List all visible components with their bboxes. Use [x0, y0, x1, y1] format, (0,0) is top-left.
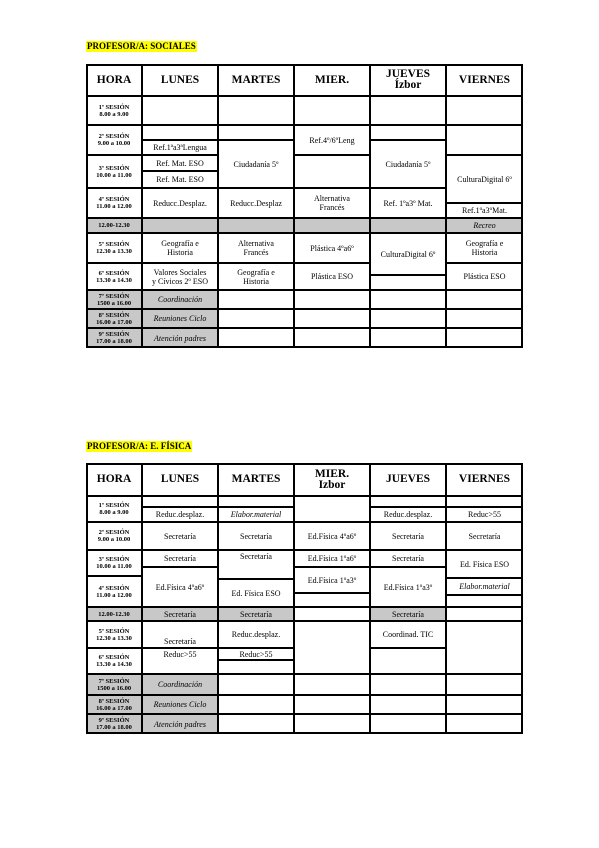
schedule-cell	[294, 714, 370, 734]
session-label: 9ª SESIÓN 17.00 a 18.00	[86, 714, 142, 734]
schedule-cell: Plástica ESO	[294, 263, 370, 290]
schedule-cell: Coordinad. TIC	[370, 621, 446, 648]
schedule-cell	[370, 218, 446, 233]
header-martes: MARTES	[218, 64, 294, 96]
schedule-cell	[218, 496, 294, 507]
schedule-cell: Ed.Física 1ºa3º	[370, 567, 446, 607]
schedule-title-2: PROFESOR/A: E. FÍSICA	[87, 441, 192, 451]
schedule-cell: Coordinación	[142, 290, 218, 309]
session-label: 3ª SESIÓN 10.00 a 11.00	[86, 550, 142, 576]
session-label: 5ª SESIÓN 12.30 a 13.30	[86, 233, 142, 263]
schedule-cell	[218, 328, 294, 348]
schedule-cell: Ref. Mat. ESO	[142, 155, 218, 171]
schedule-cell: Secretaría	[218, 522, 294, 550]
schedule-cell: Ref. 1ºa3º Mat.	[370, 188, 446, 218]
schedule-cell	[446, 328, 523, 348]
schedule-cell: Ref.4º/6ºLeng	[294, 125, 370, 155]
schedule-cell	[294, 496, 370, 522]
schedule-cell: Elabor.material	[446, 578, 523, 595]
schedule-cell	[294, 218, 370, 233]
schedule-cell	[446, 496, 523, 507]
schedule-cell: Reduc>55	[218, 648, 294, 660]
schedule-cell: Ed. Física ESO	[218, 579, 294, 607]
schedule-cell	[370, 96, 446, 125]
schedule-cell: Reuniones Ciclo	[142, 695, 218, 714]
session-label: 6ª SESIÓN 13.30 a 14.30	[86, 648, 142, 674]
schedule-cell	[218, 218, 294, 233]
header-jueves: JUEVES	[370, 463, 446, 496]
schedule-cell: Valores Sociales y Cívicos 2º ESO	[142, 263, 218, 290]
schedule-cell: Ref.1ªa3ªLengua	[142, 140, 218, 155]
schedule-cell: Secretaría	[142, 550, 218, 567]
schedule-cell	[370, 125, 446, 140]
schedule-cell: Secretaría	[370, 550, 446, 567]
schedule-cell	[446, 309, 523, 328]
schedule-cell	[294, 674, 370, 695]
session-label: 5ª SESIÓN 12.30 a 13.30	[86, 621, 142, 648]
schedule-table-1	[86, 64, 523, 348]
schedule-cell	[142, 496, 218, 507]
header-jueves: JUEVES Ízbor	[370, 64, 446, 96]
schedule-cell	[218, 714, 294, 734]
schedule-cell: Ed. Física ESO	[446, 550, 523, 578]
header-hora: HORA	[86, 463, 142, 496]
schedule-cell: CulturaDigital 6º	[446, 155, 523, 203]
schedule-title-1: PROFESOR/A: SOCIALES	[87, 41, 196, 51]
header-viernes: VIERNES	[446, 463, 523, 496]
session-label: 1ª SESIÓN 8.00 a 9.00	[86, 496, 142, 522]
schedule-cell	[446, 290, 523, 309]
session-label: 7ª SESIÓN 1500 a 16.00	[86, 290, 142, 309]
schedule-cell: Ref. Mat. ESO	[142, 171, 218, 188]
schedule-cell: Alternativa Francés	[218, 233, 294, 263]
schedule-cell	[142, 96, 218, 125]
schedule-cell: Recreo	[446, 218, 523, 233]
schedule-cell: Reuniones Ciclo	[142, 309, 218, 328]
schedule-cell: Ed.Física 1ºa3º	[294, 567, 370, 593]
schedule-cell: Secretaría	[142, 621, 218, 648]
schedule-cell: Secretaría	[446, 522, 523, 550]
header-lunes: LUNES	[142, 64, 218, 96]
schedule-cell	[218, 125, 294, 140]
break-label: 12.00-12.30	[86, 607, 142, 621]
schedule-cell	[218, 96, 294, 125]
header-martes: MARTES	[218, 463, 294, 496]
schedule-cell: Secretaría	[142, 522, 218, 550]
schedule-cell	[218, 695, 294, 714]
session-label: 2ª SESIÓN 9.00 a 10.00	[86, 522, 142, 550]
schedule-cell	[294, 593, 370, 607]
session-label: 6ª SESIÓN 13.30 a 14.30	[86, 263, 142, 290]
schedule-cell	[370, 309, 446, 328]
session-label: 8ª SESIÓN 16.00 a 17.00	[86, 695, 142, 714]
schedule-cell: Secretaría	[218, 607, 294, 621]
schedule-cell: Elabor.material	[218, 507, 294, 522]
schedule-cell	[370, 275, 446, 290]
schedule-cell	[218, 290, 294, 309]
schedule-cell	[294, 695, 370, 714]
schedule-cell	[294, 621, 370, 674]
schedule-cell: Secretaría	[370, 522, 446, 550]
header-miercoles: MIER. Izbor	[294, 463, 370, 496]
schedule-cell	[446, 607, 523, 621]
schedule-cell: CulturaDigital 6º	[370, 233, 446, 275]
header-miercoles: MIER.	[294, 64, 370, 96]
schedule-cell	[446, 595, 523, 607]
schedule-cell: Reduc>55	[446, 507, 523, 522]
schedule-cell: Geografía e Historia	[218, 263, 294, 290]
schedule-cell	[446, 621, 523, 674]
session-label: 7ª SESIÓN 1500 a 16.00	[86, 674, 142, 695]
schedule-cell	[370, 695, 446, 714]
schedule-cell	[446, 714, 523, 734]
session-label: 8ª SESIÓN 16.00 a 17.00	[86, 309, 142, 328]
schedule-cell	[370, 648, 446, 674]
session-label: 1ª SESIÓN 8.00 a 9.00	[86, 96, 142, 125]
schedule-cell	[294, 155, 370, 188]
schedule-cell	[218, 674, 294, 695]
session-label: 9ª SESIÓN 17.00 a 18.00	[86, 328, 142, 348]
session-label: 3ª SESIÓN 10.00 a 11.00	[86, 155, 142, 188]
header-hora: HORA	[86, 64, 142, 96]
schedule-cell	[142, 125, 218, 140]
schedule-cell	[218, 309, 294, 328]
schedule-cell: Geografía e Historia	[446, 233, 523, 263]
schedule-cell: Plástica 4ºa6º	[294, 233, 370, 263]
schedule-cell: Secretaría	[370, 607, 446, 621]
header-viernes: VIERNES	[446, 64, 523, 96]
schedule-cell	[370, 328, 446, 348]
session-label: 4ª SESIÓN 11.00 a 12.00	[86, 188, 142, 218]
schedule-table-2	[86, 463, 523, 734]
schedule-cell	[370, 674, 446, 695]
schedule-cell: Coordinación	[142, 674, 218, 695]
schedule-cell: Geografía e Historia	[142, 233, 218, 263]
schedule-cell: Plástica ESO	[446, 263, 523, 290]
schedule-cell	[294, 309, 370, 328]
schedule-cell	[446, 674, 523, 695]
schedule-cell	[218, 660, 294, 674]
schedule-cell: Reduc>55	[142, 648, 218, 674]
schedule-cell	[294, 328, 370, 348]
schedule-cell	[370, 496, 446, 507]
schedule-cell	[142, 218, 218, 233]
schedule-cell	[446, 695, 523, 714]
schedule-cell	[370, 290, 446, 309]
schedule-cell	[294, 290, 370, 309]
schedule-cell: Secretaría	[218, 550, 294, 579]
schedule-cell: Reducc.Desplaz.	[142, 188, 218, 218]
schedule-cell: Secretaría	[142, 607, 218, 621]
header-lunes: LUNES	[142, 463, 218, 496]
schedule-cell: Reduc.desplaz.	[142, 507, 218, 522]
schedule-cell	[294, 96, 370, 125]
schedule-cell: Ciudadanía 5º	[218, 140, 294, 188]
schedule-cell	[446, 125, 523, 155]
schedule-cell	[446, 96, 523, 125]
schedule-cell: Ed.Física 1ºa6º	[294, 550, 370, 567]
schedule-cell: Ed.Física 4ºa6º	[142, 567, 218, 607]
schedule-cell: Ref.1ºa3ºMat.	[446, 203, 523, 218]
schedule-cell: Reduc.desplaz.	[218, 621, 294, 648]
break-label: 12.00-12.30	[86, 218, 142, 233]
schedule-cell	[370, 714, 446, 734]
schedule-cell: Ed.Física 4ºa6º	[294, 522, 370, 550]
schedule-cell: Reducc.Desplaz	[218, 188, 294, 218]
schedule-cell: Alternativa Francés	[294, 188, 370, 218]
session-label: 2ª SESIÓN 9.00 a 10.00	[86, 125, 142, 155]
schedule-cell: Reduc.desplaz.	[370, 507, 446, 522]
session-label: 4ª SESIÓN 11.00 a 12.00	[86, 576, 142, 607]
schedule-cell: Atención padres	[142, 714, 218, 734]
schedule-cell: Ciudadanía 5º	[370, 140, 446, 188]
schedule-cell: Atención padres	[142, 328, 218, 348]
schedule-cell	[294, 607, 370, 621]
